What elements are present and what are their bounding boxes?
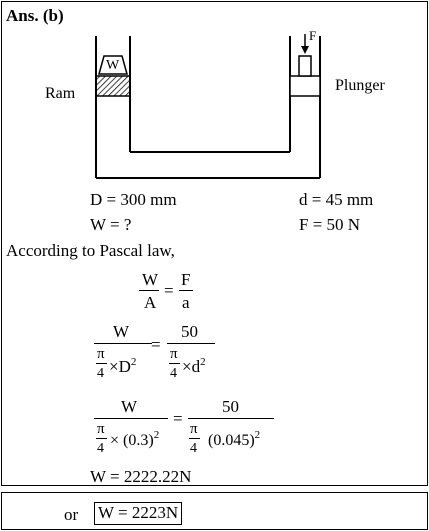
eq3-lhs-bar — [94, 418, 168, 419]
eq1-lhs-den: A — [144, 293, 157, 312]
answer-label: Ans. (b) — [6, 6, 64, 25]
eq2-d-term: $\times d^2$ — [182, 356, 206, 376]
eq3-rhs-num: 50 — [222, 397, 239, 416]
eq1-lhs-num: W — [142, 270, 159, 289]
law-text: According to Pascal law, — [6, 241, 175, 260]
weight-label: W — [106, 58, 120, 73]
eq1-lhs-bar — [139, 290, 159, 291]
given-F: F = 50 N — [299, 215, 361, 234]
eq3-rhs-bar — [188, 418, 274, 419]
eq1-rhs-bar — [179, 290, 193, 291]
eq3-rhs-four: 4 — [190, 441, 197, 456]
given-d: d = 45 mm — [299, 190, 374, 209]
result: W = 2222.22N — [90, 467, 192, 486]
eq1-rhs-den: a — [182, 293, 190, 312]
given-W: W = ? — [90, 215, 132, 234]
eq2-rhs-pi: π — [170, 346, 178, 362]
eq3-lhs-val: × $(0.3)^2$ — [110, 429, 160, 449]
eq2-rhs-num: 50 — [181, 322, 198, 341]
eq2-pi: π — [97, 346, 105, 362]
eq2-small-bar — [96, 363, 107, 364]
eq3-rhs-val: $(0.045)^2$ — [208, 429, 261, 449]
eq3-pi: π — [97, 421, 105, 437]
plunger-label: Plunger — [335, 77, 385, 94]
eq2-equals: = — [151, 335, 161, 354]
ram-label: Ram — [45, 85, 76, 102]
eq2-rhs-small-bar — [169, 363, 180, 364]
force-label: F — [309, 28, 317, 43]
eq3-rhs-small-bar — [189, 438, 200, 439]
eq2-rhs-four: 4 — [170, 366, 177, 381]
eq3-equals: = — [173, 409, 183, 428]
eq2-D-term: $\times D^2$ — [109, 356, 137, 376]
eq3-rhs-pi: π — [190, 421, 198, 437]
eq3-lhs-num: W — [121, 397, 138, 416]
or-label: or — [64, 505, 79, 524]
eq2-lhs-bar — [94, 343, 152, 344]
eq2-lhs-num: W — [113, 322, 130, 341]
eq2-four: 4 — [97, 366, 104, 381]
eq3-four: 4 — [97, 441, 104, 456]
final-answer-box: W = 2223N — [94, 502, 182, 525]
eq1-rhs-num: F — [181, 270, 191, 289]
eq3-small-bar — [96, 438, 107, 439]
eq1-equals: = — [164, 281, 174, 300]
eq2-rhs-bar — [167, 343, 215, 344]
given-D: D = 300 mm — [90, 190, 177, 209]
